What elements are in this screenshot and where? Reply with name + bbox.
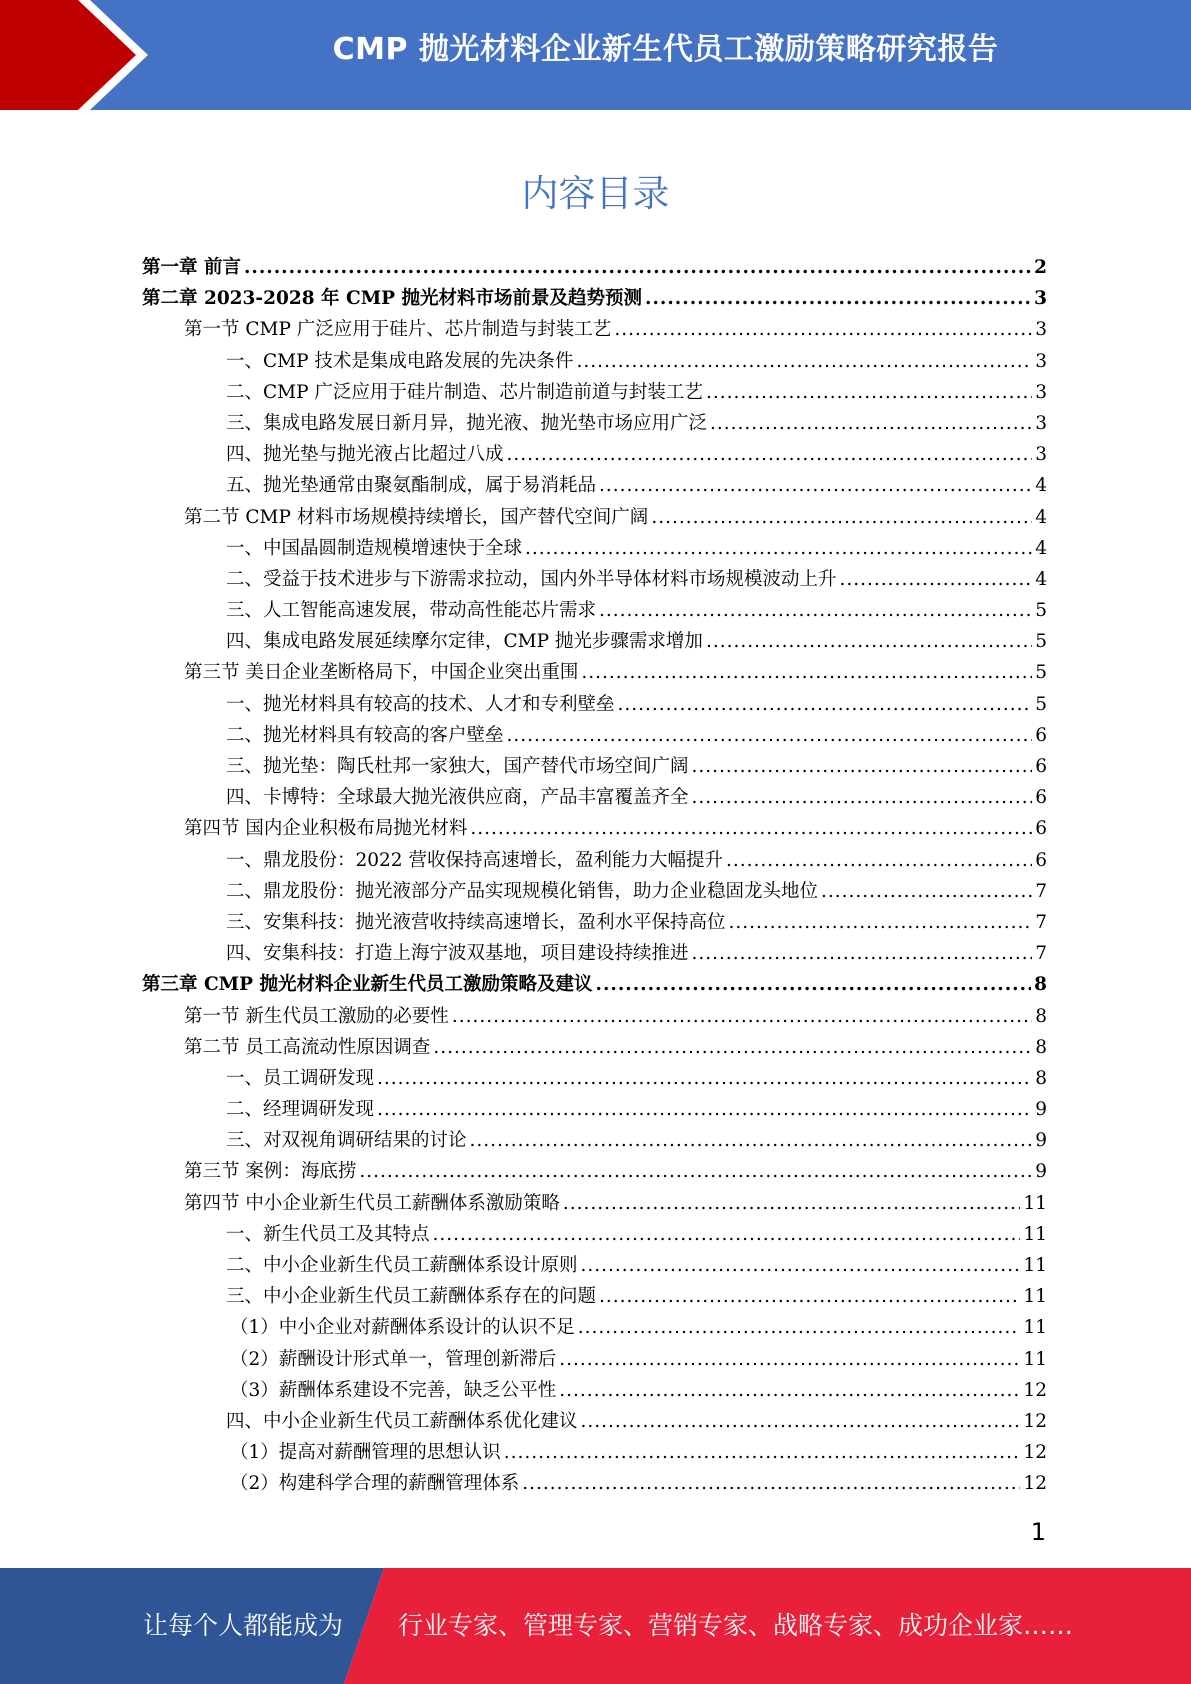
toc-entry[interactable] [142, 595, 1047, 626]
toc-dot-leader [507, 439, 1033, 470]
toc-dot-leader [359, 1156, 1032, 1187]
toc-dot-leader [507, 720, 1033, 751]
toc-dot-leader [433, 1032, 1032, 1063]
toc-entry-page: 5 [1035, 631, 1047, 653]
toc-entry-text: （1）提高对薪酬管理的思想认识 [230, 1442, 501, 1464]
toc-entry[interactable] [142, 283, 1047, 314]
toc-entry[interactable] [142, 1001, 1047, 1032]
toc-dot-leader [576, 346, 1032, 377]
page-header [0, 0, 1191, 110]
toc-dot-leader [581, 1250, 1021, 1281]
toc-entry[interactable] [142, 408, 1047, 439]
toc-entry-text: 四、集成电路发展延续摩尔定律，CMP 抛光步骤需求增加 [226, 631, 703, 653]
toc-entry-text: 三、人工智能高速发展，带动高性能芯片需求 [226, 600, 597, 622]
toc-entry[interactable] [142, 1406, 1047, 1437]
toc-entry[interactable] [142, 1219, 1047, 1250]
toc-dot-leader [651, 502, 1032, 533]
toc-entry-text: 三、集成电路发展日新月异，抛光液、抛光垫市场应用广泛 [226, 412, 708, 434]
toc-entry-text: 第二节 员工高流动性原因调查 [184, 1036, 431, 1058]
toc-entry-text: 第四节 国内企业积极布局抛光材料 [184, 818, 468, 840]
toc-entry-text: （1）中小企业对薪酬体系设计的认识不足 [230, 1317, 575, 1339]
toc-dot-leader [706, 626, 1032, 657]
toc-entry-page: 3 [1035, 412, 1047, 434]
toc-entry-text: 一、员工调研发现 [226, 1067, 375, 1089]
toc-entry-page: 12 [1023, 1410, 1047, 1432]
toc-entry[interactable] [142, 782, 1047, 813]
toc-entry[interactable] [142, 813, 1047, 844]
toc-entry-text: 第一章 前言 [142, 257, 241, 278]
toc-entry-text: 四、卡博特：全球最大抛光液供应商，产品丰富覆盖齐全 [226, 787, 689, 809]
toc-dot-leader [692, 782, 1033, 813]
toc-entry[interactable] [142, 1063, 1047, 1094]
toc-dot-leader [599, 1281, 1020, 1312]
toc-dot-leader [726, 845, 1032, 876]
toc-dot-leader [470, 813, 1032, 844]
toc-dot-leader [581, 1406, 1021, 1437]
toc-entry-text: 二、鼎龙股份：抛光液部分产品实现规模化销售，助力企业稳固龙头地位 [226, 880, 819, 902]
toc-entry-text: 一、鼎龙股份：2022 营收保持高速增长，盈利能力大幅提升 [226, 849, 723, 871]
toc-entry[interactable] [142, 346, 1047, 377]
toc-dot-leader [563, 1188, 1021, 1219]
toc-entry-text: 第二章 2023-2028 年 CMP 抛光材料市场前景及趋势预测 [142, 288, 643, 310]
toc-dot-leader [377, 1094, 1032, 1125]
toc-entry[interactable] [142, 845, 1047, 876]
toc-entry[interactable] [142, 907, 1047, 938]
toc-entry-text: 三、抛光垫：陶氏杜邦一家独大，国产替代市场空间广阔 [226, 756, 689, 777]
toc-dot-leader [244, 252, 1031, 283]
toc-entry[interactable] [142, 1188, 1047, 1219]
toc-entry-page: 11 [1023, 1255, 1047, 1276]
toc-entry-page: 6 [1035, 756, 1047, 777]
page-footer [0, 1568, 1191, 1684]
toc-entry[interactable] [142, 657, 1047, 688]
toc-entry[interactable] [142, 1094, 1047, 1125]
toc-entry-page: 8 [1034, 974, 1047, 996]
toc-entry-page: 4 [1035, 568, 1047, 590]
toc-entry[interactable] [142, 1312, 1047, 1343]
toc-entry-page: 8 [1035, 1067, 1047, 1089]
toc-entry[interactable] [142, 938, 1047, 969]
toc-entry-page: 12 [1023, 1442, 1047, 1464]
toc-dot-leader [645, 283, 1031, 314]
toc-dot-leader [596, 969, 1032, 1000]
toc-dot-leader [599, 470, 1032, 501]
toc-dot-leader [559, 1375, 1020, 1406]
toc-entry-text: 一、CMP 技术是集成电路发展的先决条件 [226, 350, 574, 372]
toc-dot-leader [614, 314, 1032, 345]
toc-entry-text: 五、抛光垫通常由聚氨酯制成，属于易消耗品 [226, 475, 597, 497]
toc-entry-text: 第一节 新生代员工激励的必要性 [184, 1005, 449, 1027]
toc-entry-page: 4 [1035, 537, 1047, 559]
toc-dot-leader [452, 1001, 1032, 1032]
toc-dot-leader [706, 377, 1032, 408]
toc-entry[interactable] [142, 876, 1047, 907]
toc-entry-text: 第四节 中小企业新生代员工薪酬体系激励策略 [184, 1192, 560, 1214]
toc-dot-leader [710, 408, 1032, 439]
toc-entry-text: 第三章 CMP 抛光材料企业新生代员工激励策略及建议 [142, 974, 593, 996]
toc-entry-text: 二、中小企业新生代员工薪酬体系设计原则 [226, 1255, 578, 1276]
toc-entry[interactable] [142, 720, 1047, 751]
toc-entry[interactable] [142, 439, 1047, 470]
toc-entry-text: 第三节 美日企业垄断格局下，中国企业突出重围 [184, 662, 579, 684]
toc-entry-text: 二、抛光材料具有较高的客户壁垒 [226, 724, 504, 746]
footer-slogan-left: 让每个人都能成为 [143, 1611, 344, 1640]
toc-entry[interactable] [142, 252, 1047, 283]
toc-dot-leader [821, 876, 1032, 907]
toc-entry-text: 三、对双视角调研结果的讨论 [226, 1130, 467, 1152]
toc-entry-page: 9 [1035, 1161, 1047, 1183]
toc-title: 内容目录 [521, 172, 670, 215]
header-title: CMP 抛光材料企业新生代员工激励策略研究报告 [332, 32, 999, 67]
toc-entry-page: 6 [1035, 849, 1047, 871]
toc-entry-text: 第二节 CMP 材料市场规模持续增长，国产替代空间广阔 [184, 506, 649, 528]
toc-entry-page: 3 [1035, 444, 1047, 466]
toc-entry[interactable] [142, 314, 1047, 345]
toc-dot-leader [522, 1468, 1020, 1499]
toc-entry-page: 7 [1035, 880, 1047, 902]
toc-entry-page: 7 [1035, 943, 1047, 965]
toc-entry[interactable] [142, 377, 1047, 408]
toc-entry[interactable] [142, 626, 1047, 657]
toc-dot-leader [504, 1437, 1021, 1468]
toc-entry-text: 三、中小企业新生代员工薪酬体系存在的问题 [226, 1286, 597, 1308]
toc-entry-page: 3 [1035, 350, 1047, 372]
toc-entry-text: （2）构建科学合理的薪酬管理体系 [230, 1473, 520, 1495]
toc-entry-page: 11 [1023, 1286, 1047, 1308]
toc-entry-text: 第三节 案例：海底捞 [184, 1161, 357, 1183]
toc-entry-page: 5 [1035, 662, 1047, 684]
toc-entry-page: 12 [1023, 1379, 1047, 1401]
toc-dot-leader [618, 689, 1033, 720]
toc-dot-leader [599, 595, 1032, 626]
toc-entry-page: 8 [1035, 1036, 1047, 1058]
toc-entry-page: 5 [1035, 600, 1047, 622]
toc-dot-leader [433, 1219, 1021, 1250]
toc-entry[interactable] [142, 969, 1047, 1000]
toc-entry[interactable] [142, 1250, 1047, 1281]
toc-entry-page: 11 [1023, 1192, 1047, 1214]
toc-dot-leader [692, 751, 1033, 782]
toc-entry[interactable] [142, 533, 1047, 564]
toc-entry-page: 2 [1034, 257, 1047, 278]
toc-entry-page: 4 [1035, 475, 1047, 497]
toc-dot-leader [525, 533, 1032, 564]
toc-entry[interactable] [142, 1032, 1047, 1063]
toc-entry-text: （3）薪酬体系建设不完善，缺乏公平性 [230, 1379, 557, 1401]
toc-entry[interactable] [142, 1125, 1047, 1156]
toc-entry-page: 3 [1035, 381, 1047, 403]
toc-entry[interactable] [142, 1344, 1047, 1375]
toc-entry-page: 6 [1035, 818, 1047, 840]
toc-entry[interactable] [142, 502, 1047, 533]
toc-entry[interactable] [142, 564, 1047, 595]
toc-entry-text: 四、中小企业新生代员工薪酬体系优化建议 [226, 1410, 578, 1432]
toc-entry-text: 一、抛光材料具有较高的技术、人才和专利壁垒 [226, 693, 615, 715]
toc-dot-leader [692, 938, 1033, 969]
toc-entry-page: 9 [1035, 1099, 1047, 1121]
toc-entry-page: 11 [1023, 1223, 1047, 1245]
toc-entry[interactable] [142, 751, 1047, 782]
toc-entry-text: 三、安集科技：抛光液营收持续高速增长，盈利水平保持高位 [226, 911, 726, 933]
toc-entry-page: 3 [1035, 319, 1047, 341]
toc-entry-text: 四、安集科技：打造上海宁波双基地，项目建设持续推进 [226, 943, 689, 965]
toc-dot-leader [729, 907, 1033, 938]
toc-entry-page: 8 [1035, 1005, 1047, 1027]
toc-entry-text: 四、抛光垫与抛光液占比超过八成 [226, 444, 504, 466]
toc-entry-text: 二、CMP 广泛应用于硅片制造、芯片制造前道与封装工艺 [226, 381, 703, 403]
toc-entry-page: 7 [1035, 911, 1047, 933]
toc-entry-text: 一、新生代员工及其特点 [226, 1223, 430, 1245]
toc-dot-leader [470, 1125, 1033, 1156]
table-of-contents [142, 252, 1047, 1500]
toc-entry-text: （2）薪酬设计形式单一，管理创新滞后 [230, 1348, 557, 1370]
toc-entry[interactable] [142, 1156, 1047, 1187]
page-number: 1 [1030, 1518, 1046, 1546]
toc-entry[interactable] [142, 1437, 1047, 1468]
toc-entry-page: 3 [1034, 288, 1047, 310]
toc-entry[interactable] [142, 470, 1047, 501]
toc-entry-text: 一、中国晶圆制造规模增速快于全球 [226, 537, 523, 559]
toc-entry-page: 11 [1023, 1348, 1047, 1370]
toc-entry-text: 二、受益于技术进步与下游需求拉动，国内外半导体材料市场规模波动上升 [226, 568, 837, 590]
toc-dot-leader [840, 564, 1033, 595]
toc-dot-leader [578, 1312, 1021, 1343]
toc-entry[interactable] [142, 689, 1047, 720]
toc-entry-page: 9 [1035, 1130, 1047, 1152]
toc-entry[interactable] [142, 1468, 1047, 1499]
toc-entry-page: 11 [1023, 1317, 1047, 1339]
toc-entry-text: 二、经理调研发现 [226, 1099, 375, 1121]
toc-entry[interactable] [142, 1375, 1047, 1406]
toc-dot-leader [559, 1344, 1020, 1375]
footer-slogan-right: 行业专家、管理专家、营销专家、战略专家、成功企业家…… [398, 1611, 1074, 1640]
toc-dot-leader [581, 657, 1032, 688]
toc-entry-page: 5 [1035, 693, 1047, 715]
toc-entry-text: 第一节 CMP 广泛应用于硅片、芯片制造与封装工艺 [184, 319, 612, 341]
toc-dot-leader [377, 1063, 1032, 1094]
toc-entry[interactable] [142, 1281, 1047, 1312]
toc-entry-page: 6 [1035, 787, 1047, 809]
toc-entry-page: 12 [1023, 1473, 1047, 1495]
toc-entry-page: 4 [1035, 506, 1047, 528]
toc-entry-page: 6 [1035, 724, 1047, 746]
